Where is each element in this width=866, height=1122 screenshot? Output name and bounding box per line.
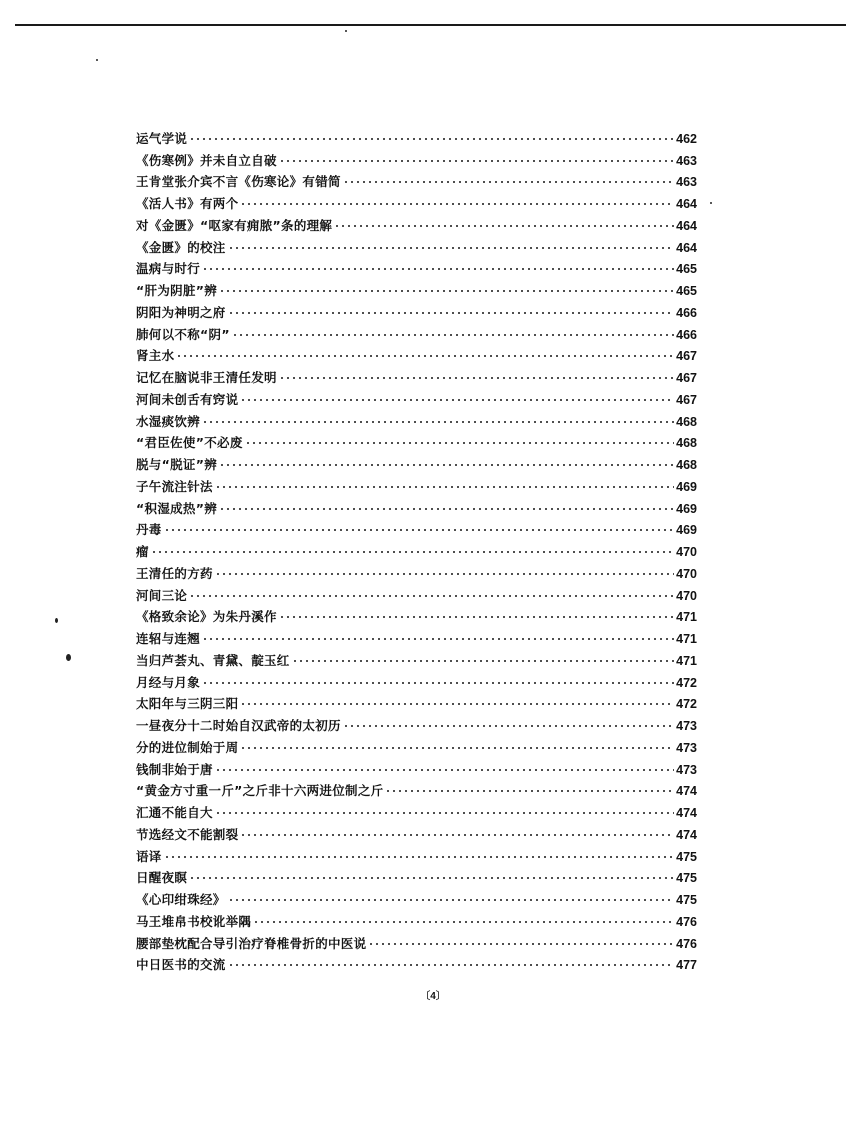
dot-leader [202,634,674,644]
toc-entry-page: 471 [676,632,697,646]
toc-entry-title: 肺何以不称“阴” [136,326,230,342]
toc-entry-title: 《伤寒例》并未自立自破 [136,152,277,168]
toc-entry[interactable] [136,496,697,518]
dot-leader [228,960,675,970]
dot-leader [292,656,675,666]
toc-entry-title: 王清任的方药 [136,565,213,581]
toc-entry-page: 469 [676,523,697,538]
toc-entry[interactable] [136,735,697,757]
dot-leader [189,591,674,601]
top-rule [15,24,846,26]
scan-speck [55,618,58,623]
toc-entry-page: 476 [676,936,697,951]
dot-leader [215,482,674,492]
toc-entry[interactable] [136,909,697,931]
toc-entry[interactable] [136,822,697,844]
toc-entry[interactable] [136,365,697,387]
toc-entry[interactable] [136,387,697,409]
dot-leader [279,156,674,166]
toc-entry[interactable] [136,170,697,192]
dot-leader [202,264,674,274]
toc-entry-title: 节选经文不能割裂 [136,826,239,842]
dot-leader [334,221,674,231]
toc-entry-page: 469 [676,501,697,516]
toc-entry-title: 汇通不能自大 [136,805,213,820]
toc-entry-page: 464 [676,197,697,211]
toc-entry[interactable] [136,866,697,888]
dot-leader [151,547,674,557]
dot-leader [368,939,674,949]
toc-entry-page: 475 [676,849,697,864]
dot-leader [228,895,675,905]
dot-leader [219,286,674,296]
toc-entry-title: 对《金匮》“呕家有痈脓”条的理解 [136,217,333,233]
dot-leader [279,612,674,622]
toc-entry-title: 腰部垫枕配合导引治疗脊椎骨折的中医说 [136,935,367,951]
dot-leader [240,699,674,709]
toc-entry[interactable] [136,148,697,170]
dot-leader [215,765,674,775]
scan-speck [66,654,71,661]
toc-entry-title: 日醒夜瞑 [136,870,188,886]
toc-entry[interactable] [136,626,697,648]
toc-entry-page: 468 [676,458,697,472]
toc-entry[interactable] [136,561,697,583]
toc-entry[interactable] [136,344,697,366]
toc-entry[interactable] [136,213,697,235]
dot-leader [343,177,674,187]
toc-entry-title: 河间未创舌有窍说 [136,391,239,407]
dot-leader [240,830,674,840]
dot-leader [215,569,674,579]
toc-entry[interactable] [136,648,697,670]
toc-entry-page: 463 [676,153,697,168]
dot-leader [164,525,675,535]
toc-entry-title: 钱制非始于唐 [136,761,213,777]
toc-entry-page: 475 [676,871,697,886]
toc-entry-page: 468 [676,436,697,451]
dot-leader [219,460,674,470]
toc-entry-page: 473 [676,740,697,755]
toc-entry-page: 467 [676,371,697,385]
toc-entry[interactable] [136,605,697,627]
toc-entry[interactable] [136,583,697,605]
toc-entry-page: 468 [676,414,697,429]
toc-entry-title: 太阳年与三阴三阳 [136,696,239,712]
toc-entry-page: 474 [676,806,697,820]
page-number: 〔4〕 [420,991,446,1002]
dot-leader [189,134,674,144]
toc-entry-page: 470 [676,545,697,559]
toc-entry-page: 476 [676,914,697,929]
toc-entry-title: 王肯堂张介宾不言《伤寒论》有错简 [136,174,341,190]
toc-entry[interactable] [136,887,697,909]
dot-leader [189,873,674,883]
toc-entry-title: 温病与时行 [136,261,201,277]
toc-entry-page: 471 [676,610,697,625]
toc-entry[interactable] [136,257,697,279]
toc-entry-title: 连轺与连翘 [136,631,201,646]
toc-entry-title: “黄金方寸重一斤”之斤非十六两进位制之斤 [136,783,384,799]
toc-entry[interactable] [136,670,697,692]
toc-entry[interactable] [136,800,697,822]
toc-entry-title: 一昼夜分十二时始自汉武帝的太初历 [136,718,341,733]
toc-entry-title: 瘤 [136,544,149,559]
dot-leader [176,351,674,361]
toc-entry-title: “君臣佐使”不必废 [136,435,243,451]
toc-entry-page: 473 [676,762,697,777]
dot-leader [240,743,674,753]
toc-entry-title: 中日医书的交流 [136,957,226,973]
toc-entry-page: 470 [676,588,697,603]
toc-entry-title: 肾主水 [136,348,175,364]
toc-entry-title: 子午流注针法 [136,478,213,494]
toc-entry[interactable] [136,779,697,801]
toc-entry-page: 474 [676,827,697,842]
scan-speck [345,30,347,32]
toc-entry[interactable] [136,692,697,714]
scan-speck [710,202,712,204]
toc-entry-page: 467 [676,349,697,364]
toc-entry-title: 河间三论 [136,587,188,603]
dot-leader [385,786,674,796]
dot-leader [240,395,674,405]
dot-leader [219,504,674,514]
toc-entry[interactable] [136,300,697,322]
dot-leader [228,243,675,253]
toc-entry-page: 473 [676,719,697,733]
toc-entry-title: 《心印绀珠经》 [136,892,226,907]
toc-entry-page: 466 [676,305,697,320]
toc-entry[interactable] [136,757,697,779]
table-of-contents [136,126,697,974]
toc-entry-title: 分的进位制始于周 [136,739,239,755]
toc-entry-page: 467 [676,392,697,407]
toc-entry-page: 462 [676,131,697,146]
toc-entry-title: 语译 [136,848,162,864]
toc-entry-page: 475 [676,893,697,907]
toc-entry[interactable] [136,278,697,300]
toc-entry[interactable] [136,322,697,344]
toc-entry-title: 运气学说 [136,130,188,146]
toc-entry-page: 477 [676,958,697,973]
toc-entry[interactable] [136,235,697,257]
toc-entry[interactable] [136,452,697,474]
toc-entry-page: 469 [676,479,697,494]
dot-leader [253,917,674,927]
toc-entry[interactable] [136,953,697,975]
toc-entry[interactable] [136,539,697,561]
toc-entry-page: 464 [676,240,697,255]
scan-speck [96,59,98,61]
dot-leader [343,721,674,731]
toc-entry[interactable] [136,431,697,453]
toc-entry-page: 474 [676,784,697,799]
toc-entry-title: 马王堆帛书校讹举隅 [136,913,252,929]
toc-entry-title: 当归芦荟丸、青黛、靛玉红 [136,652,290,668]
toc-entry-title: 月经与月象 [136,674,201,690]
toc-entry-title: 丹毒 [136,522,162,538]
toc-entry[interactable] [136,844,697,866]
toc-entry-title: 《金匮》的校注 [136,239,226,255]
toc-entry-title: 记忆在脑说非王清任发明 [136,370,277,385]
dot-leader [245,438,675,448]
toc-entry-page: 471 [676,653,697,668]
toc-entry-title: 水湿痰饮辨 [136,413,201,429]
dot-leader [164,852,675,862]
toc-entry-page: 463 [676,175,697,190]
toc-entry-title: 脱与“脱证”辨 [136,457,218,472]
toc-entry-title: 《活人书》有两个 [136,196,239,211]
toc-entry-page: 464 [676,218,697,233]
dot-leader [228,308,675,318]
toc-entry-title: 阴阳为神明之府 [136,304,226,320]
dot-leader [215,808,674,818]
dot-leader [232,330,674,340]
toc-entry[interactable] [136,191,697,213]
toc-entry[interactable] [136,474,697,496]
toc-entry[interactable] [136,713,697,735]
toc-entry[interactable] [136,518,697,540]
toc-entry-title: “肝为阴脏”辨 [136,283,218,298]
toc-entry[interactable] [136,409,697,431]
toc-entry-title: 《格致余论》为朱丹溪作 [136,609,277,625]
dot-leader [240,199,674,209]
dot-leader [202,417,674,427]
toc-entry-page: 465 [676,284,697,298]
toc-entry[interactable] [136,126,697,148]
toc-entry-title: “积湿成热”辨 [136,500,218,516]
toc-entry-page: 466 [676,327,697,342]
dot-leader [279,373,674,383]
toc-entry[interactable] [136,931,697,953]
dot-leader [202,678,674,688]
toc-entry-page: 472 [676,675,697,690]
toc-entry-page: 472 [676,697,697,712]
toc-entry-page: 470 [676,566,697,581]
toc-entry-page: 465 [676,262,697,277]
